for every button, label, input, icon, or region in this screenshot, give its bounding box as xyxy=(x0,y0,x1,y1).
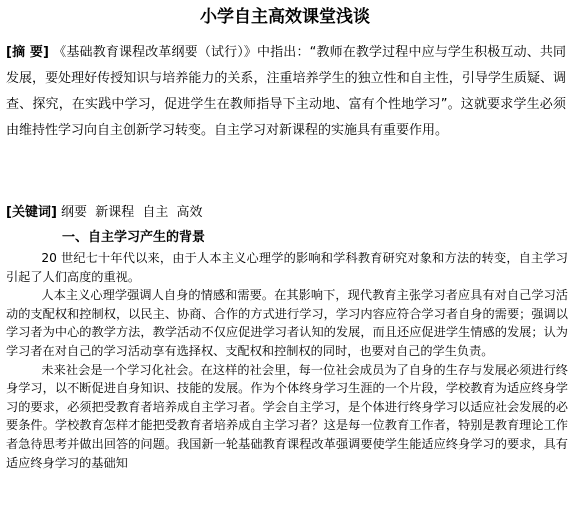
body-paragraph: 未来社会是一个学习化社会。在这样的社会里，每一位社会成员为了自身的生存与发展必须进行终身学习，以不断促进自身知识、技能的发展。作为个体终身学习生涯的一个片段，学校教育为适应终身学习的要求，必须把受教育者培养成自主学习者。学会自主学习，是个体进行终身学习以适应社会发展的必要条件。学校教育怎样才能把受教育者培养成自主学习者？这是每一位教育工作者，特别是教育理论工作者急待思考并做出回答的问题。我国新一轮基础教育课程改革强调要使学生能适应终身学习的要求，具有适应终身学习的基础知 xyxy=(6,362,568,470)
keywords-label: [关键词] xyxy=(6,205,57,220)
body-text xyxy=(6,249,568,472)
keyword-item: 新课程 xyxy=(95,205,135,220)
abstract-label: [摘 要] xyxy=(6,45,49,60)
document-title: 小学自主高效课堂浅谈 xyxy=(200,7,370,27)
keyword-item: 纲要 xyxy=(61,205,88,220)
abstract-paragraph xyxy=(6,40,566,144)
section-heading: 一、自主学习产生的背景 xyxy=(62,230,206,245)
keywords-line xyxy=(6,203,566,223)
body-paragraph: 人本主义心理学强调人自身的情感和需要。在其影响下，现代教育主张学习者应具有对自己学习活动的支配权和控制权，以民主、协商、合作的方式进行学习，学习内容应符合学习者自身的需要；强调以学习者为中心的教学方法，教学活动不仅应促进学习者认知的发展，而且还应促进学生情感的发展；认为学习者在对自己的学习活动享有选择权、支配权和控制权的同时，也要对自己的学生负责。 xyxy=(6,288,568,358)
keyword-item: 自主 xyxy=(142,205,169,220)
abstract-text: 《基础教育课程改革纲要（试行）》中指出：“教师在教学过程中应与学生积极互动、共同发展，要处理好传授知识与培养能力的关系，注重培养学生的独立性和自主性，引导学生质疑、调查、探究，在实践中学习，促进学生在教师指导下主动地、富有个性地学习”。这就要求学生必须由维持性学习向自主创新学习转变。自主学习对新课程的实施具有重要作用。 xyxy=(6,45,566,138)
body-paragraph: 20 世纪七十年代以来，由于人本主义心理学的影响和学科教育研究对象和方法的转变，自主学习引起了人们高度的重视。 xyxy=(6,251,568,284)
keyword-item: 高效 xyxy=(176,205,203,220)
